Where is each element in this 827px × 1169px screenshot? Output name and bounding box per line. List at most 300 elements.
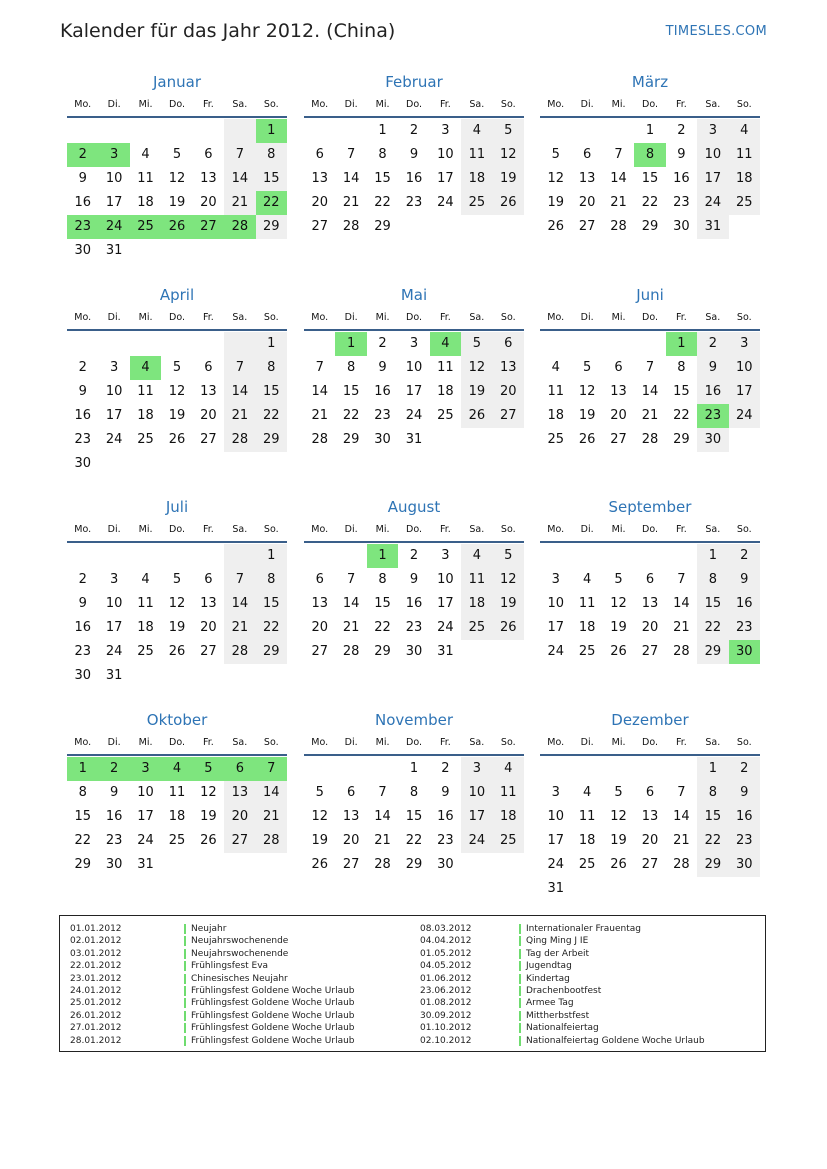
day-cell: 1 (256, 544, 287, 568)
day-cell: 21 (673, 620, 690, 635)
day-cell: 30 (729, 640, 760, 664)
day-cell: 23 (374, 408, 391, 423)
day-cell: 8 (634, 143, 665, 167)
day-cell: 17 (105, 195, 123, 210)
weekday-label: Mo. (311, 524, 329, 535)
weekday-label: Sa. (705, 737, 721, 748)
day-cell: 30 (729, 853, 760, 877)
legend-marker (519, 949, 521, 959)
legend-date: 23.01.2012 (70, 973, 122, 984)
day-cell: 4 (582, 785, 592, 800)
day-cell: 7 (224, 568, 255, 592)
weekday-label: Mo. (547, 737, 565, 748)
day-cell: 13 (578, 171, 596, 186)
day-cell: 2 (729, 544, 760, 568)
day-cell: 16 (729, 592, 760, 616)
day-cell: 23 (74, 432, 91, 447)
day-cell: 11 (168, 785, 186, 800)
month-name: Dezember (611, 711, 689, 729)
day-cell: 27 (224, 829, 255, 853)
day-cell: 20 (578, 195, 596, 210)
day-cell: 23 (729, 829, 760, 853)
day-cell: 30 (74, 243, 91, 258)
day-cell: 16 (74, 408, 91, 423)
day-cell: 12 (311, 809, 328, 824)
day-cell: 9 (409, 147, 419, 162)
day-cell: 24 (405, 408, 423, 423)
legend-row (420, 935, 760, 947)
day-cell: 26 (461, 404, 492, 428)
day-cell: 10 (105, 384, 123, 399)
day-cell: 26 (200, 833, 217, 848)
day-cell: 27 (641, 644, 659, 659)
legend-holiday-name: Neujahrswochenende (191, 948, 289, 959)
day-cell: 25 (168, 833, 186, 848)
day-cell: 6 (645, 572, 655, 587)
legend-marker (519, 974, 521, 984)
day-cell: 6 (614, 360, 623, 375)
day-cell: 24 (105, 432, 123, 447)
legend-row (70, 1035, 400, 1047)
weekday-header (540, 312, 760, 326)
day-cell: 17 (105, 408, 123, 423)
day-cell: 29 (641, 219, 659, 234)
day-cell: 27 (193, 215, 224, 239)
weekday-label: Sa. (232, 99, 248, 110)
legend-marker (184, 974, 186, 984)
day-cell: 1 (666, 332, 697, 356)
day-cell: 23 (67, 215, 98, 239)
day-cell: 13 (200, 384, 217, 399)
legend-row (420, 985, 760, 997)
legend-marker (184, 961, 186, 971)
day-cell: 22 (256, 616, 287, 640)
day-cell: 22 (405, 833, 423, 848)
day-cell: 23 (74, 644, 91, 659)
day-cell: 25 (437, 408, 454, 423)
day-cell: 18 (137, 620, 154, 635)
legend-row (70, 1022, 400, 1034)
weekday-label: Sa. (232, 524, 248, 535)
legend-holiday-name: Frühlingsfest Eva (191, 961, 269, 972)
weekday-label: Di. (344, 737, 358, 748)
day-cell: 11 (578, 596, 596, 611)
day-cell: 28 (224, 640, 255, 664)
legend-date: 08.03.2012 (420, 924, 472, 934)
weekend-blank-cell (224, 332, 255, 356)
day-cell: 18 (547, 408, 564, 423)
weekday-label: Do. (642, 737, 658, 748)
day-cell: 21 (673, 833, 690, 848)
day-cell: 6 (315, 572, 324, 587)
day-cell: 18 (437, 384, 454, 399)
weekday-label: Mi. (375, 99, 390, 110)
header-divider (540, 329, 760, 331)
day-cell: 8 (256, 568, 287, 592)
day-cell: 12 (200, 785, 217, 800)
day-cell: 19 (168, 408, 186, 423)
day-cell: 3 (461, 757, 492, 781)
day-cell: 25 (578, 857, 596, 872)
weekday-label: Mi. (138, 312, 153, 323)
day-cell: 5 (614, 785, 623, 800)
day-cell: 19 (493, 592, 524, 616)
day-cell: 11 (137, 171, 154, 186)
day-cell: 3 (441, 548, 450, 563)
day-cell: 25 (130, 215, 161, 239)
legend-date: 04.05.2012 (420, 961, 472, 972)
day-cell: 3 (98, 143, 129, 167)
day-cell: 27 (342, 857, 360, 872)
day-cell: 23 (405, 620, 423, 635)
legend-holiday-name: Nationalfeiertag (526, 1023, 599, 1034)
day-cell: 11 (729, 143, 760, 167)
page-title: Kalender für das Jahr 2012. (China) (60, 20, 396, 42)
weekday-label: Di. (580, 524, 594, 535)
day-cell: 4 (461, 119, 492, 143)
day-cell: 22 (697, 829, 728, 853)
day-cell: 20 (200, 195, 217, 210)
legend-holiday-name: Frühlingsfest Goldene Woche Urlaub (191, 1023, 355, 1034)
month-8 (304, 497, 524, 688)
day-cell: 25 (137, 432, 154, 447)
day-cell: 25 (137, 644, 154, 659)
day-cell: 29 (256, 640, 287, 664)
day-cell: 27 (493, 404, 524, 428)
month-name: Juni (636, 286, 664, 304)
day-cell: 28 (342, 644, 360, 659)
day-cell: 17 (697, 167, 728, 191)
day-cell: 8 (256, 143, 287, 167)
legend-date: 26.01.2012 (70, 1010, 122, 1021)
day-cell: 15 (256, 167, 287, 191)
day-cell: 22 (256, 191, 287, 215)
day-cell: 27 (200, 644, 217, 659)
day-cell: 25 (578, 644, 596, 659)
day-cell: 11 (437, 360, 454, 375)
month-name: Juli (165, 498, 189, 516)
header-divider (540, 541, 760, 543)
day-cell: 8 (677, 360, 686, 375)
weekday-label: Mi. (611, 99, 626, 110)
weekday-label: Fr. (676, 99, 687, 110)
legend-column-left (70, 923, 400, 1047)
day-cell: 13 (493, 356, 524, 380)
brand-link[interactable]: TIMESLES.COM (665, 24, 767, 39)
day-cell: 3 (409, 336, 419, 351)
weekday-header (67, 524, 287, 538)
day-cell: 13 (641, 809, 659, 824)
day-cell: 7 (677, 572, 686, 587)
day-cell: 28 (224, 428, 255, 452)
day-cell: 15 (342, 384, 360, 399)
day-cell: 15 (405, 809, 423, 824)
day-cell: 17 (105, 620, 123, 635)
weekday-label: So. (736, 737, 752, 748)
legend-date: 22.01.2012 (70, 961, 122, 972)
legend-row (420, 997, 760, 1009)
weekday-label: Di. (107, 99, 121, 110)
legend-row (70, 985, 400, 997)
day-cell: 25 (493, 829, 524, 853)
day-cell: 21 (311, 408, 328, 423)
day-cell: 11 (493, 781, 524, 805)
day-cell: 28 (224, 215, 255, 239)
day-cell: 29 (74, 857, 91, 872)
day-cell: 14 (673, 809, 690, 824)
day-cell: 15 (641, 171, 659, 186)
legend-holiday-name: Jugendtag (526, 961, 572, 972)
day-cell: 22 (641, 195, 659, 210)
day-cell: 30 (437, 857, 454, 872)
day-cell: 27 (311, 219, 328, 234)
weekday-header (540, 524, 760, 538)
legend-holiday-name: Internationaler Frauentag (526, 924, 641, 934)
header-divider (304, 541, 524, 543)
weekday-header (67, 312, 287, 326)
day-cell: 1 (378, 123, 387, 138)
day-cell: 21 (610, 195, 627, 210)
day-cell: 11 (137, 384, 154, 399)
day-cell: 29 (374, 219, 391, 234)
legend-row (70, 973, 400, 985)
legend-row (420, 1022, 760, 1034)
day-cell: 12 (610, 809, 627, 824)
weekday-label: Sa. (232, 737, 248, 748)
day-cell: 24 (547, 644, 564, 659)
day-cell: 6 (224, 757, 255, 781)
legend-row (420, 948, 760, 960)
day-cell: 13 (311, 596, 328, 611)
holiday-legend (59, 915, 766, 1052)
day-cell: 18 (461, 167, 492, 191)
day-cell: 26 (311, 857, 328, 872)
day-cell: 26 (493, 191, 524, 215)
weekday-label: Fr. (440, 312, 451, 323)
day-cell: 9 (378, 360, 387, 375)
day-cell: 8 (346, 360, 356, 375)
day-cell: 28 (673, 857, 690, 872)
legend-holiday-name: Nationalfeiertag Goldene Woche Urlaub (526, 1035, 705, 1046)
day-cell: 2 (697, 332, 728, 356)
month-name: Oktober (146, 711, 208, 729)
legend-date: 01.10.2012 (420, 1023, 472, 1034)
day-cell: 7 (378, 785, 387, 800)
day-cell: 28 (641, 432, 659, 447)
day-cell: 15 (697, 805, 728, 829)
day-cell: 12 (493, 568, 524, 592)
day-cell: 22 (374, 620, 391, 635)
legend-holiday-name: Kindertag (526, 973, 570, 984)
month-name: September (608, 498, 692, 516)
weekday-label: Fr. (676, 524, 687, 535)
day-cell: 21 (224, 191, 255, 215)
weekday-label: Do. (406, 312, 422, 323)
day-cell: 5 (461, 332, 492, 356)
day-cell: 19 (578, 408, 596, 423)
day-cell: 31 (437, 644, 454, 659)
day-cell: 20 (641, 620, 659, 635)
day-cell: 15 (256, 380, 287, 404)
day-cell: 10 (105, 596, 123, 611)
legend-marker (519, 924, 521, 934)
weekday-header (67, 99, 287, 113)
month-9 (540, 497, 760, 688)
day-cell: 7 (315, 360, 324, 375)
day-cell: 18 (168, 809, 186, 824)
weekday-label: So. (500, 737, 516, 748)
weekday-label: Mi. (375, 312, 390, 323)
weekday-label: Mi. (611, 312, 626, 323)
legend-marker (184, 1036, 186, 1046)
day-cell: 17 (547, 833, 564, 848)
day-cell: 27 (311, 644, 328, 659)
header-divider (540, 116, 760, 118)
legend-row (70, 1010, 400, 1022)
day-cell: 22 (74, 833, 91, 848)
day-cell: 13 (200, 596, 217, 611)
day-cell: 30 (673, 219, 690, 234)
day-cell: 7 (224, 143, 255, 167)
day-cell: 24 (98, 215, 129, 239)
day-cell: 4 (461, 544, 492, 568)
weekday-header (540, 99, 760, 113)
legend-marker (184, 986, 186, 996)
day-cell: 7 (346, 572, 356, 587)
day-cell: 6 (346, 785, 356, 800)
month-10 (67, 710, 287, 901)
day-cell: 30 (74, 668, 91, 683)
day-cell: 20 (224, 805, 255, 829)
day-cell: 6 (645, 785, 655, 800)
weekday-label: Do. (169, 737, 185, 748)
weekday-label: So. (263, 99, 279, 110)
day-cell: 3 (441, 123, 450, 138)
day-cell: 9 (697, 356, 728, 380)
day-cell: 29 (697, 853, 728, 877)
day-cell: 24 (137, 833, 154, 848)
day-cell: 14 (342, 171, 360, 186)
day-cell: 6 (493, 332, 524, 356)
legend-holiday-name: Neujahr (191, 924, 227, 934)
legend-holiday-name: Drachenbootfest (526, 985, 602, 996)
day-cell: 13 (200, 171, 217, 186)
day-cell: 23 (437, 833, 454, 848)
day-cell: 26 (493, 616, 524, 640)
day-cell: 17 (729, 380, 760, 404)
day-cell: 28 (256, 829, 287, 853)
weekday-label: Di. (580, 312, 594, 323)
legend-marker (519, 986, 521, 996)
day-cell: 3 (130, 757, 161, 781)
legend-date: 27.01.2012 (70, 1023, 122, 1034)
legend-date: 01.05.2012 (420, 948, 472, 959)
day-cell: 20 (200, 408, 217, 423)
day-cell: 14 (311, 384, 328, 399)
legend-holiday-name: Frühlingsfest Goldene Woche Urlaub (191, 985, 355, 996)
day-cell: 1 (697, 757, 728, 781)
day-cell: 31 (105, 668, 123, 683)
day-cell: 5 (493, 544, 524, 568)
weekday-label: Sa. (469, 524, 485, 535)
day-cell: 15 (374, 596, 391, 611)
day-cell: 17 (405, 384, 423, 399)
day-cell: 17 (461, 805, 492, 829)
day-cell: 30 (374, 432, 391, 447)
day-cell: 22 (673, 408, 690, 423)
day-cell: 1 (67, 757, 98, 781)
weekday-label: Sa. (469, 99, 485, 110)
day-cell: 12 (493, 143, 524, 167)
day-cell: 24 (461, 829, 492, 853)
weekday-label: So. (263, 312, 279, 323)
day-cell: 1 (645, 123, 655, 138)
weekday-label: Sa. (469, 737, 485, 748)
weekday-label: Di. (107, 737, 121, 748)
weekday-label: So. (263, 737, 279, 748)
day-cell: 9 (729, 781, 760, 805)
weekday-label: Mi. (138, 99, 153, 110)
day-cell: 14 (641, 384, 659, 399)
day-cell: 7 (677, 785, 686, 800)
legend-row (420, 960, 760, 972)
legend-marker (184, 998, 186, 1008)
day-cell: 14 (342, 596, 360, 611)
day-cell: 7 (346, 147, 356, 162)
weekday-label: Fr. (203, 737, 214, 748)
weekday-label: So. (500, 99, 516, 110)
weekday-label: Do. (642, 524, 658, 535)
day-cell: 10 (547, 809, 564, 824)
day-cell: 4 (141, 147, 150, 162)
day-cell: 2 (729, 757, 760, 781)
weekday-header (304, 312, 524, 326)
day-cell: 15 (697, 592, 728, 616)
legend-marker (519, 998, 521, 1008)
months-grid (67, 72, 761, 902)
day-cell: 18 (493, 805, 524, 829)
day-cell: 7 (224, 356, 255, 380)
legend-row (420, 973, 760, 985)
header-divider (304, 754, 524, 756)
legend-date: 01.06.2012 (420, 973, 472, 984)
day-cell: 2 (78, 360, 87, 375)
header-divider (67, 116, 287, 118)
weekday-label: Di. (580, 99, 594, 110)
day-cell: 9 (409, 572, 419, 587)
weekday-label: So. (500, 312, 516, 323)
day-cell: 4 (582, 572, 592, 587)
day-cell: 8 (78, 785, 87, 800)
month-6 (540, 285, 760, 476)
day-cell: 17 (437, 171, 454, 186)
day-cell: 10 (137, 785, 154, 800)
day-cell: 21 (342, 195, 360, 210)
header-divider (304, 116, 524, 118)
weekend-blank-cell (224, 544, 255, 568)
legend-date: 25.01.2012 (70, 998, 122, 1009)
day-cell: 18 (461, 592, 492, 616)
day-cell: 20 (610, 408, 627, 423)
day-cell: 10 (105, 171, 123, 186)
day-cell: 31 (547, 881, 564, 896)
day-cell: 25 (461, 191, 492, 215)
day-cell: 25 (461, 616, 492, 640)
day-cell: 4 (161, 757, 192, 781)
day-cell: 5 (193, 757, 224, 781)
day-cell: 10 (437, 147, 454, 162)
day-cell: 15 (673, 384, 690, 399)
